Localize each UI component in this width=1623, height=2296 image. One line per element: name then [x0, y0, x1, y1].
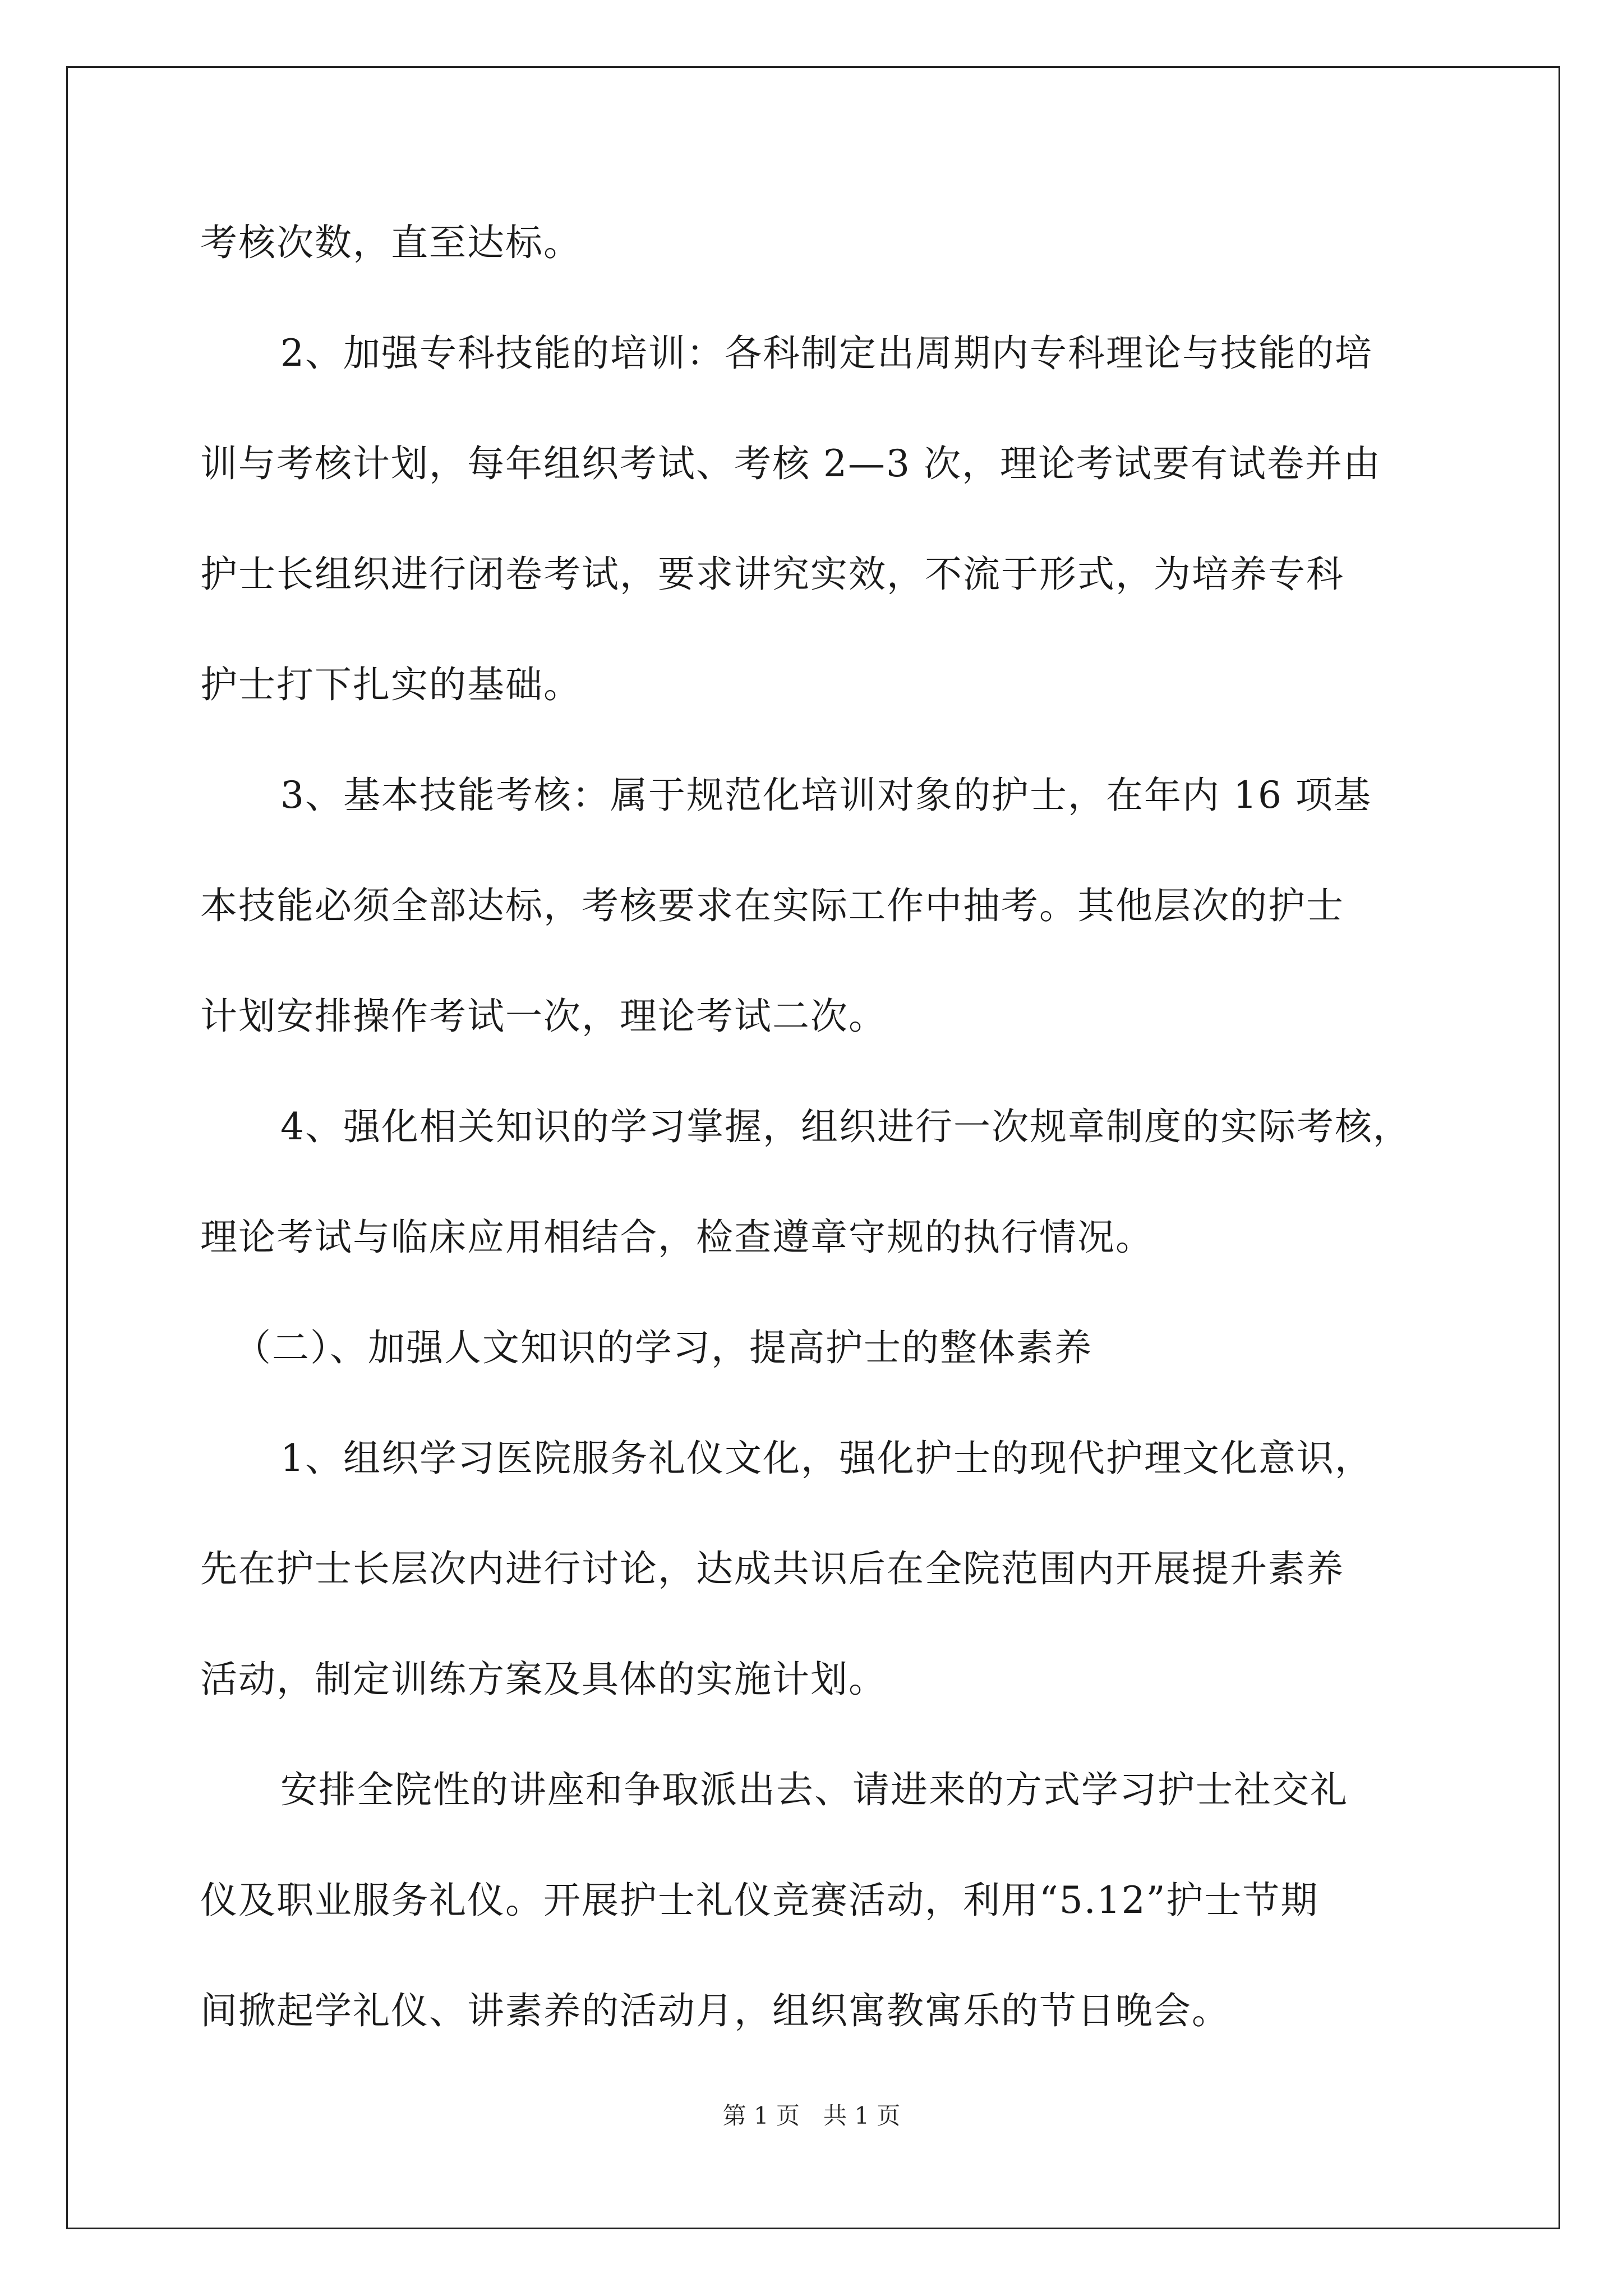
text-line: 活动，制定训练方案及具体的实施计划。 [200, 1658, 887, 1701]
text-line: 考核次数，直至达标。 [200, 221, 582, 264]
text-line: 先在护士长层次内进行讨论，达成共识后在全院范围内开展提升素养 [200, 1547, 1344, 1590]
section-heading: （二）、加强人文知识的学习，提高护士的整体素养 [234, 1326, 1092, 1369]
text-line: 训与考核计划，每年组织考试、考核 2—3 次，理论考试要有试卷并由 [200, 442, 1381, 485]
text-line: 间掀起学礼仪、讲素养的活动月，组织寓教寓乐的节日晚会。 [200, 1989, 1230, 2032]
text-line: 4、强化相关知识的学习掌握，组织进行一次规章制度的实际考核， [280, 1105, 1411, 1148]
text-line: 安排全院性的讲座和争取派出去、请进来的方式学习护士社交礼 [280, 1768, 1348, 1811]
text-line: 理论考试与临床应用相结合，检查遵章守规的执行情况。 [200, 1216, 1154, 1259]
text-line: 护士打下扎实的基础。 [200, 663, 582, 706]
text-line: 本技能必须全部达标，考核要求在实际工作中抽考。其他层次的护士 [200, 884, 1344, 927]
text-line: 3、基本技能考核：属于规范化培训对象的护士，在年内 16 项基 [280, 774, 1372, 817]
text-line: 计划安排操作考试一次，理论考试二次。 [200, 995, 887, 1038]
page-footer: 第 1 页 共 1 页 [722, 2102, 901, 2129]
text-line: 1、组织学习医院服务礼仪文化，强化护士的现代护理文化意识， [280, 1437, 1373, 1480]
text-line: 护士长组织进行闭卷考试，要求讲究实效，不流于形式，为培养专科 [200, 553, 1344, 596]
text-line: 2、加强专科技能的培训：各科制定出周期内专科理论与技能的培 [280, 332, 1373, 375]
text-line: 仪及职业服务礼仪。开展护士礼仪竞赛活动，利用“5.12”护士节期 [200, 1879, 1319, 1922]
